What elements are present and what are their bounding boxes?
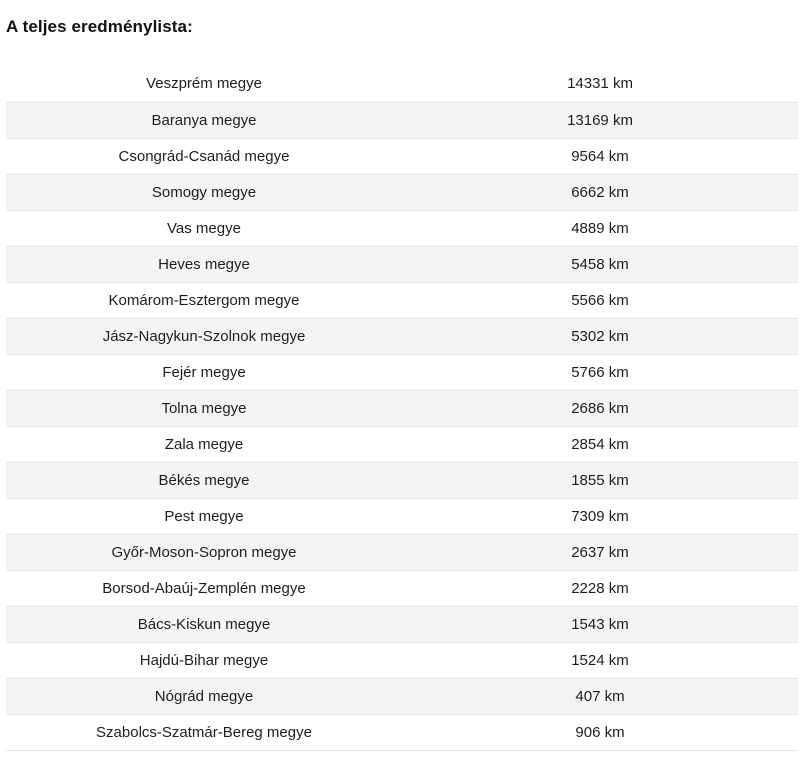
distance-value: 1524 km: [571, 651, 629, 669]
county-name: Békés megye: [158, 471, 250, 489]
table-row: [6, 210, 798, 246]
table-row: [6, 534, 798, 570]
distance-value: 2228 km: [571, 579, 629, 597]
county-name: Nógrád megye: [154, 687, 254, 705]
results-table: [6, 66, 798, 751]
county-name: Somogy megye: [151, 183, 257, 201]
table-row: [6, 138, 798, 174]
county-name: Borsod-Abaúj-Zemplén megye: [102, 579, 306, 597]
county-name: Csongrád-Csanád megye: [118, 147, 290, 165]
distance-value: 2637 km: [571, 543, 629, 561]
table-row: [6, 570, 798, 606]
table-row: [6, 246, 798, 282]
table-row: [6, 174, 798, 210]
county-name: Komárom-Esztergom megye: [108, 291, 300, 309]
county-name: Győr-Moson-Sopron megye: [111, 543, 297, 561]
county-name: Veszprém megye: [146, 75, 262, 93]
table-row: [6, 102, 798, 138]
distance-value: 5458 km: [571, 255, 629, 273]
table-row: [6, 606, 798, 642]
distance-value: 407 km: [575, 687, 625, 705]
county-name: Zala megye: [164, 435, 244, 453]
table-row: [6, 66, 798, 102]
county-name: Tolna megye: [161, 399, 247, 417]
distance-value: 1543 km: [571, 615, 629, 633]
distance-value: 906 km: [575, 723, 625, 741]
county-name: Vas megye: [167, 219, 241, 237]
distance-value: 5302 km: [571, 327, 629, 345]
county-name: Bács-Kiskun megye: [137, 615, 271, 633]
distance-value: 2854 km: [571, 435, 629, 453]
county-name: Fejér megye: [162, 363, 246, 381]
county-name: Szabolcs-Szatmár-Bereg megye: [96, 723, 312, 741]
distance-value: 2686 km: [571, 399, 629, 417]
table-row: [6, 426, 798, 462]
table-row: [6, 354, 798, 390]
county-name: Jász-Nagykun-Szolnok megye: [102, 327, 306, 345]
results-heading: A teljes eredménylista:: [6, 17, 193, 36]
distance-value: 5766 km: [571, 363, 629, 381]
distance-value: 13169 km: [567, 111, 633, 129]
distance-value: 14331 km: [567, 75, 633, 93]
table-row: [6, 282, 798, 318]
table-row: [6, 318, 798, 354]
table-row: [6, 390, 798, 426]
table-row: [6, 678, 798, 714]
distance-value: 1855 km: [571, 471, 629, 489]
distance-value: 9564 km: [571, 147, 629, 165]
county-name: Hajdú-Bihar megye: [139, 651, 269, 669]
county-name: Heves megye: [158, 255, 250, 273]
distance-value: 4889 km: [571, 219, 629, 237]
distance-value: 6662 km: [571, 183, 629, 201]
county-name: Baranya megye: [151, 111, 257, 129]
table-row: [6, 462, 798, 498]
county-name: Pest megye: [164, 507, 244, 525]
table-row: [6, 642, 798, 678]
distance-value: 5566 km: [571, 291, 629, 309]
distance-value: 7309 km: [571, 507, 629, 525]
table-row: [6, 498, 798, 534]
table-row: [6, 714, 798, 750]
results-table-body: [6, 66, 798, 750]
